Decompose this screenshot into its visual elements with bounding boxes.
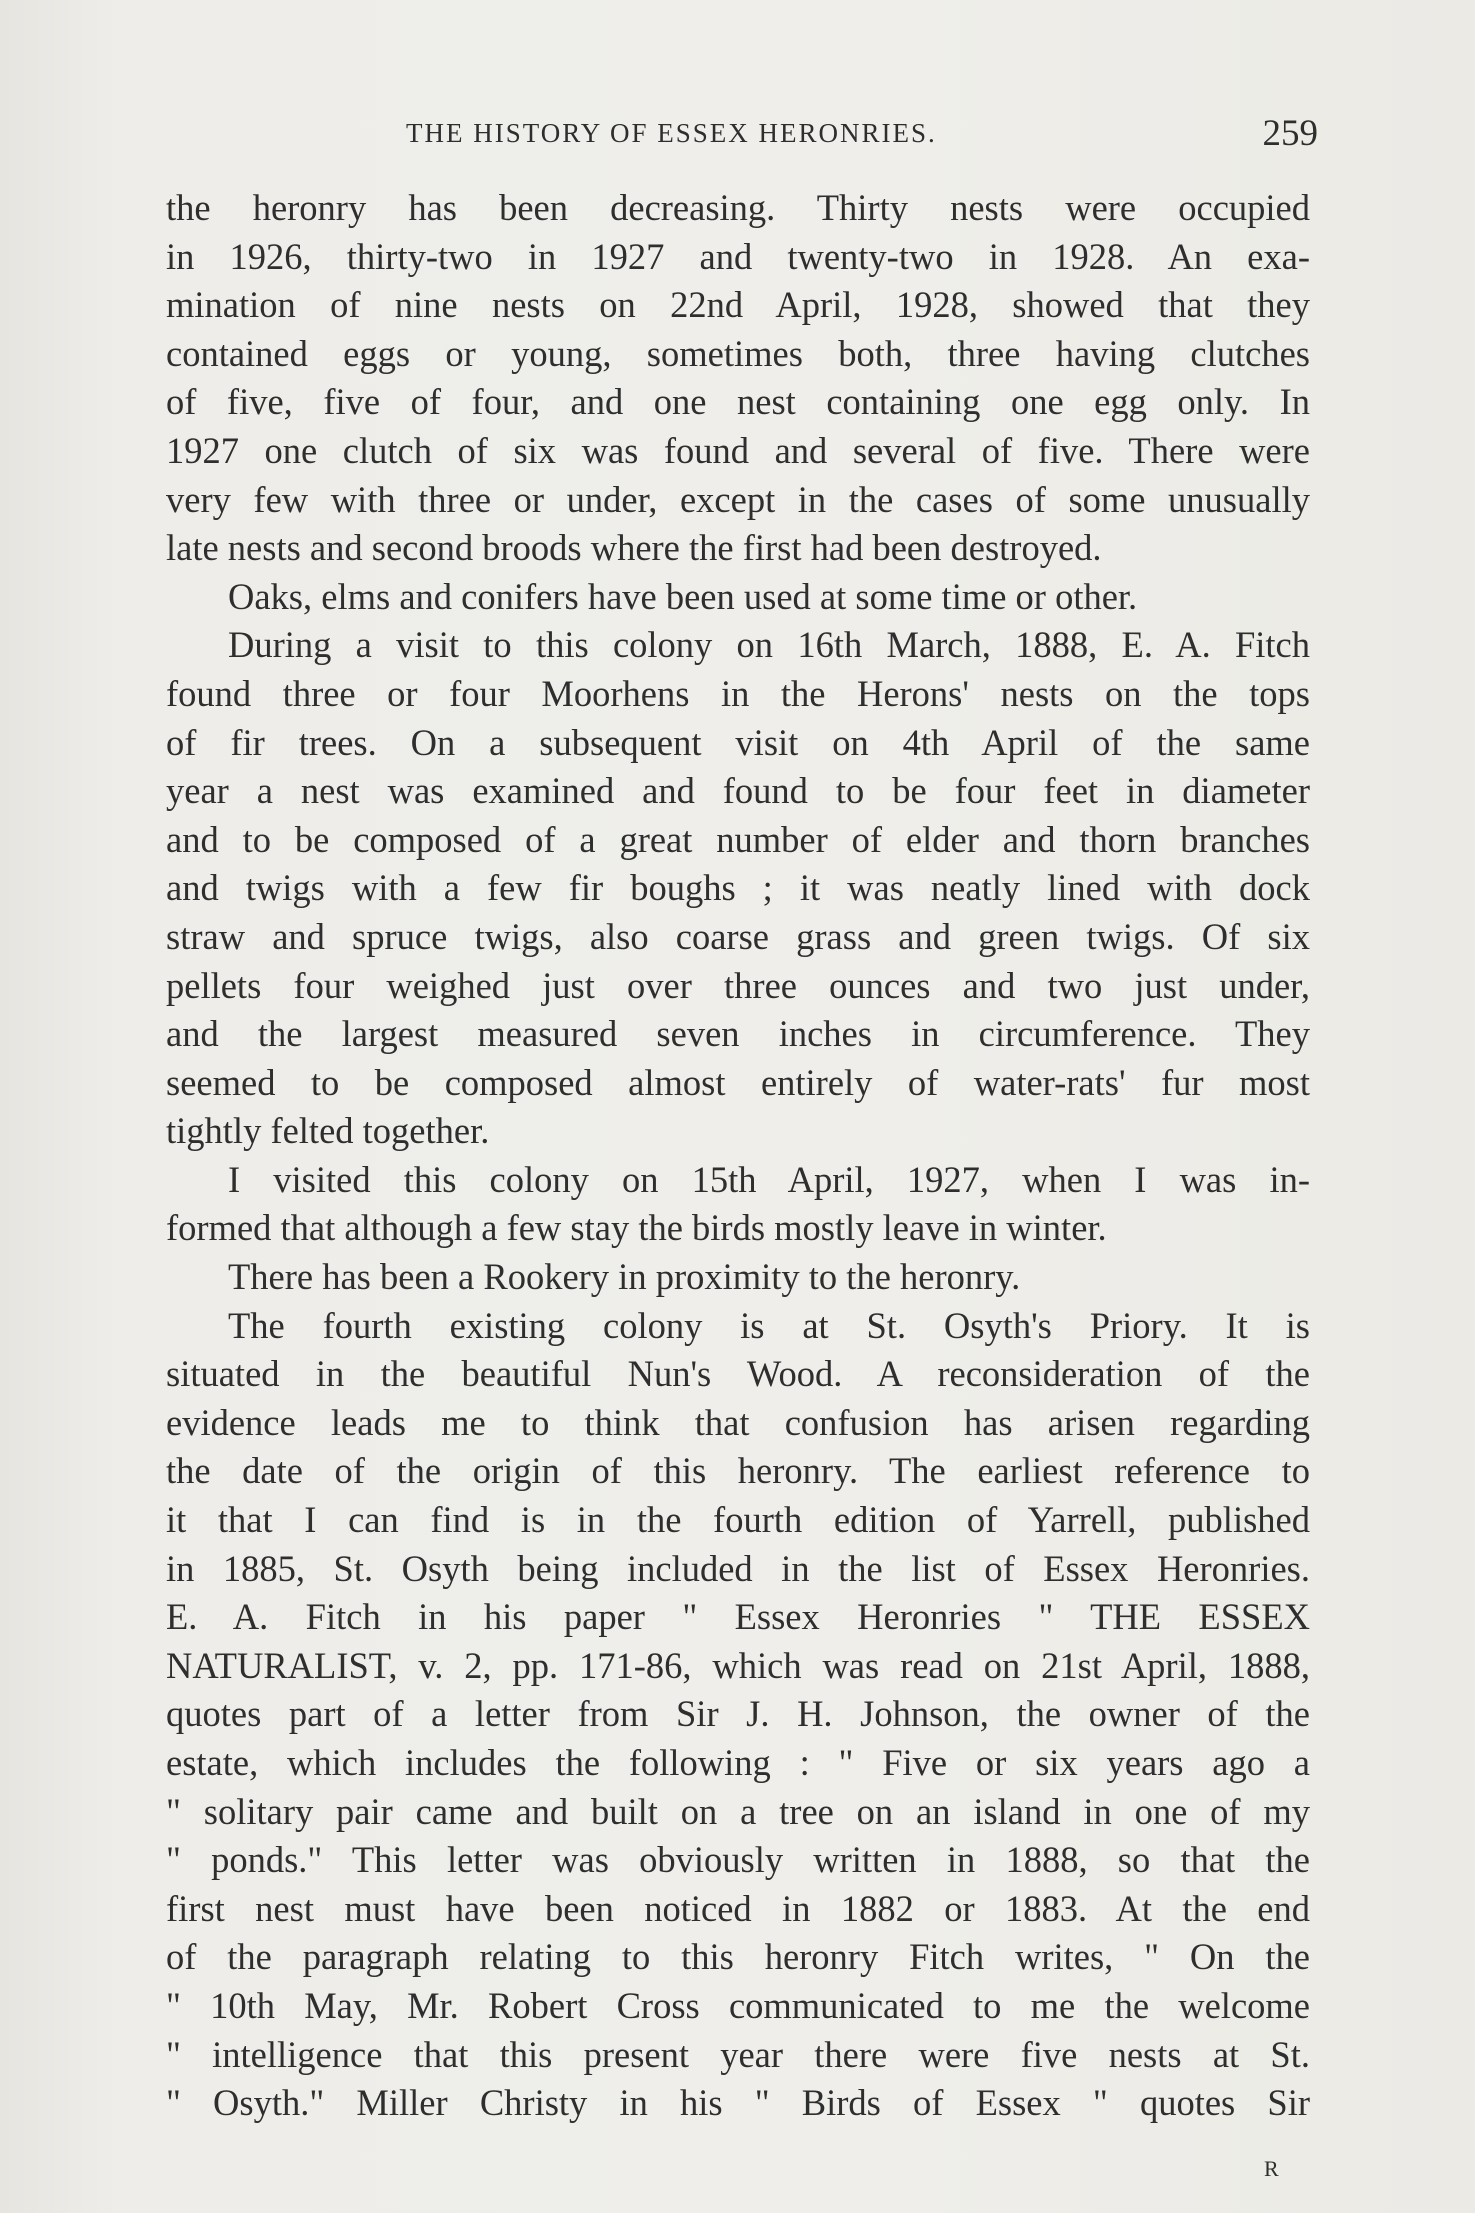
page-number: 259 [1262, 113, 1318, 154]
signature-mark: R [1264, 2156, 1280, 2181]
text-line: NATURALIST, v. 2, pp. 171-86, which was read on 21st April, 1888, [166, 1644, 1310, 1686]
text-line: Oaks, elms and conifers have been used at some time or other. [228, 575, 1138, 617]
text-line: I visited this colony on 15th April, 1927, when I was in- [228, 1158, 1310, 1200]
text-line: " 10th May, Mr. Robert Cross communicated to me the welcome [166, 1984, 1310, 2026]
text-line: the heronry has been decreasing. Thirty nests were occupied [166, 187, 1310, 228]
text-line: During a visit to this colony on 16th March, 1888, E. A. Fitch [228, 624, 1310, 666]
text-line: late nests and second broods where the first had been destroyed. [166, 527, 1102, 569]
text-line: the date of the origin of this heronry. The earliest reference to [166, 1450, 1310, 1492]
running-header [166, 112, 1318, 162]
text-line: formed that although a few stay the birds mostly leave in winter. [166, 1207, 1107, 1249]
text-line: and to be composed of a great number of elder and thorn branches [166, 818, 1310, 860]
text-line: evidence leads me to think that confusion has arisen regarding [166, 1401, 1310, 1443]
text-line: and the largest measured seven inches in circumference. They [166, 1013, 1310, 1055]
text-line: and twigs with a few fir boughs ; it was neatly lined with dock [166, 867, 1310, 909]
text-line: straw and spruce twigs, also coarse grass and green twigs. Of six [166, 915, 1310, 957]
text-line: of the paragraph relating to this heronry Fitch writes, " On the [166, 1936, 1310, 1978]
text-line: of fir trees. On a subsequent visit on 4th April of the same [166, 721, 1310, 763]
text-line: seemed to be composed almost entirely of water-rats' fur most [166, 1061, 1310, 1103]
text-line: in 1926, thirty-two in 1927 and twenty-two in 1928. An exa- [166, 235, 1310, 277]
text-line: in 1885, St. Osyth being included in the list of Essex Heronries. [166, 1547, 1310, 1589]
text-line: estate, which includes the following : " Five or six years ago a [166, 1742, 1310, 1783]
text-line: first nest must have been noticed in 1882 or 1883. At the end [166, 1887, 1310, 1929]
text-line: year a nest was examined and found to be four feet in diameter [166, 770, 1310, 812]
text-line: mination of nine nests on 22nd April, 1928, showed that they [166, 284, 1310, 326]
text-line: pellets four weighed just over three ounces and two just under, [166, 964, 1310, 1006]
text-line: contained eggs or young, sometimes both, three having clutches [166, 332, 1310, 374]
running-title: THE HISTORY OF ESSEX HERONRIES. [406, 118, 937, 148]
text-line: The fourth existing colony is at St. Osyth's Priory. It is [228, 1304, 1310, 1346]
body-text [166, 184, 1310, 2128]
text-line: 1927 one clutch of six was found and several of five. There were [166, 429, 1310, 471]
text-line: " intelligence that this present year there were five nests at St. [166, 2033, 1310, 2075]
text-line: very few with three or under, except in the cases of some unusually [166, 478, 1310, 520]
text-line: There has been a Rookery in proximity to the heronry. [228, 1256, 1021, 1298]
text-line: it that I can find is in the fourth edition of Yarrell, published [166, 1499, 1310, 1541]
text-line: " Osyth." Miller Christy in his " Birds of Essex " quotes Sir [166, 2082, 1310, 2124]
text-line: " solitary pair came and built on a tree on an island in one of my [166, 1790, 1310, 1832]
text-line: " ponds." This letter was obviously written in 1888, so that the [166, 1839, 1310, 1881]
text-line: quotes part of a letter from Sir J. H. Johnson, the owner of the [166, 1693, 1310, 1735]
text-line: tightly felted together. [166, 1110, 490, 1152]
text-line: E. A. Fitch in his paper " Essex Heronries " THE ESSEX [166, 1596, 1310, 1638]
text-line: of five, five of four, and one nest containing one egg only. In [166, 381, 1310, 423]
text-line: found three or four Moorhens in the Herons' nests on the tops [166, 672, 1310, 714]
text-line: situated in the beautiful Nun's Wood. A reconsideration of the [166, 1353, 1310, 1395]
